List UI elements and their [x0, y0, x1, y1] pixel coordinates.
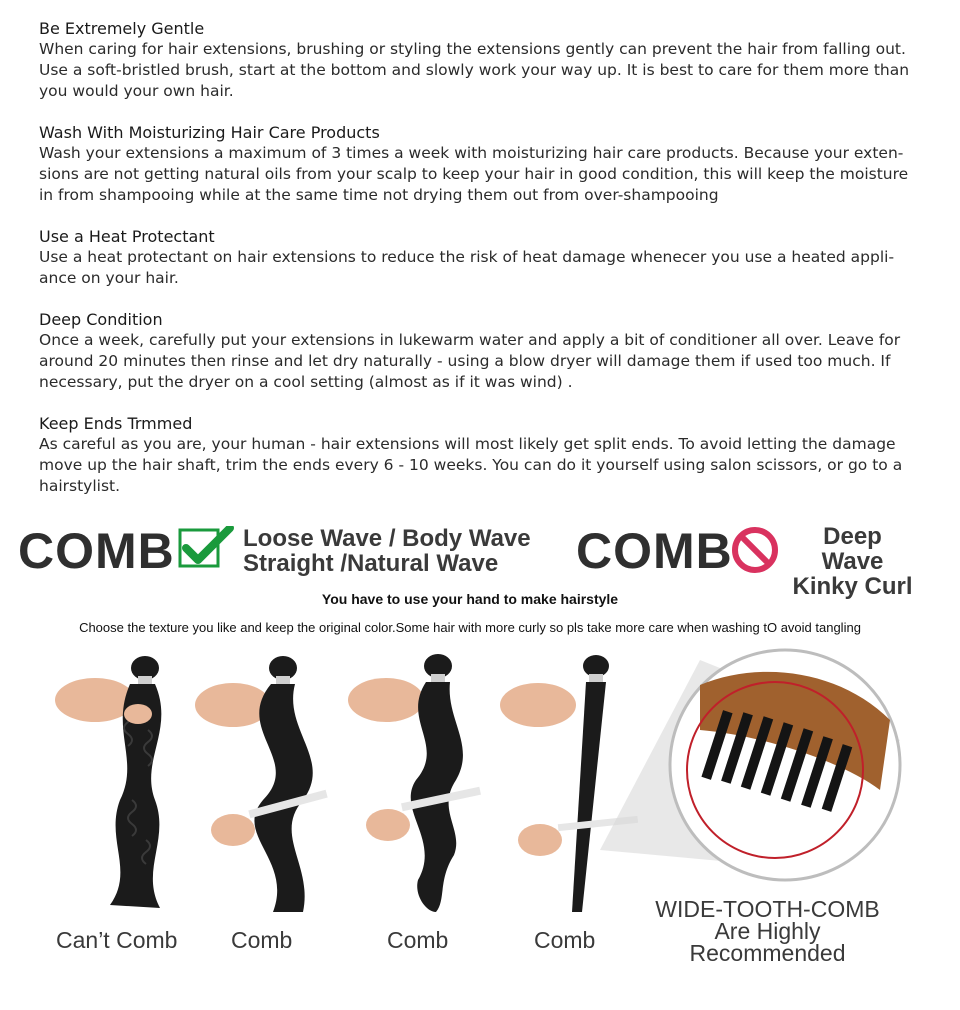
recommendation-line: Recommended	[689, 940, 846, 966]
photo-caption: Can’t Comb	[56, 927, 178, 953]
loose-wave-hair-photo	[346, 650, 486, 920]
section-line: around 20 minutes then rinse and let dry naturally - using a blow dryer will damage them if used too much. If	[39, 352, 891, 370]
section-heading: Deep Condition	[39, 310, 163, 329]
care-section-gentle	[39, 18, 924, 102]
section-line: hairstylist.	[39, 477, 121, 495]
prohibited-icon	[731, 526, 779, 578]
section-line: sions are not getting natural oils from your scalp to keep your hair in good condition, this will keep the moisture	[39, 165, 909, 183]
section-heading: Be Extremely Gentle	[39, 19, 205, 38]
section-line: When caring for hair extensions, brushing or styling the extensions gently can prevent the hair from falling out.	[39, 40, 906, 58]
body-wave-hair-photo	[193, 650, 333, 920]
comb-allowed-label: COMB	[18, 523, 175, 579]
allowed-texture-line: Straight /Natural Wave	[243, 550, 499, 577]
deep-wave-hair-photo	[50, 650, 190, 920]
care-section-heat	[39, 226, 924, 289]
section-line: Wash your extensions a maximum of 3 times a week with moisturizing hair care products. Because your exten-	[39, 144, 904, 162]
recommendation-line: Are Highly	[714, 918, 821, 944]
section-line: move up the hair shaft, trim the ends every 6 - 10 weeks. You can do it yourself using salon scissors, or go to a	[39, 456, 903, 474]
care-section-wash	[39, 122, 924, 206]
section-heading: Use a Heat Protectant	[39, 227, 215, 246]
recommendation-line: WIDE-TOOTH-COMB	[655, 896, 880, 922]
section-line: necessary, put the dryer on a cool setting (almost as if it was wind) .	[39, 373, 573, 391]
section-line: Use a soft-bristled brush, start at the bottom and slowly work your way up. It is best to care for them more than	[39, 61, 910, 79]
comb-allowed-textures	[243, 526, 531, 576]
section-line: Use a heat protectant on hair extensions to reduce the risk of heat damage whenecer you use a heated appli-	[39, 248, 895, 266]
section-heading: Keep Ends Trmmed	[39, 414, 193, 433]
photo-caption: Comb	[231, 927, 293, 953]
section-line: As careful as you are, your human - hair extensions will most likely get split ends. To avoid letting the damage	[39, 435, 896, 453]
section-line: Once a week, carefully put your extensions in lukewarm water and apply a bit of conditioner all over. Leave for	[39, 331, 901, 349]
section-line: you would your own hair.	[39, 82, 234, 100]
section-line: in from shampooing while at the same time not drying them out from over-shampooing	[39, 186, 719, 204]
check-icon	[178, 526, 234, 574]
section-heading: Wash With Moisturizing Hair Care Products	[39, 123, 380, 142]
wide-tooth-comb-photo	[600, 640, 930, 910]
photo-caption: Comb	[534, 927, 596, 953]
hair-care-instructions	[39, 18, 924, 517]
prohibited-texture-line: Kinky Curl	[792, 573, 913, 600]
hand-styling-note: You have to use your hand to make hairstyle	[321, 591, 619, 607]
care-section-trim	[39, 413, 924, 497]
comb-recommendation	[640, 898, 895, 964]
photo-caption: Comb	[387, 927, 449, 953]
care-section-condition	[39, 309, 924, 393]
section-line: ance on your hair.	[39, 269, 179, 287]
texture-note: Choose the texture you like and keep the original color.Some hair with more curly so pls take more care when washing tO avoid tangling	[79, 620, 861, 635]
comb-prohibited-textures	[790, 524, 915, 599]
allowed-texture-line: Loose Wave / Body Wave	[243, 525, 531, 552]
comb-prohibited-label: COMB	[576, 523, 733, 579]
prohibited-texture-line: Deep Wave	[821, 523, 884, 575]
